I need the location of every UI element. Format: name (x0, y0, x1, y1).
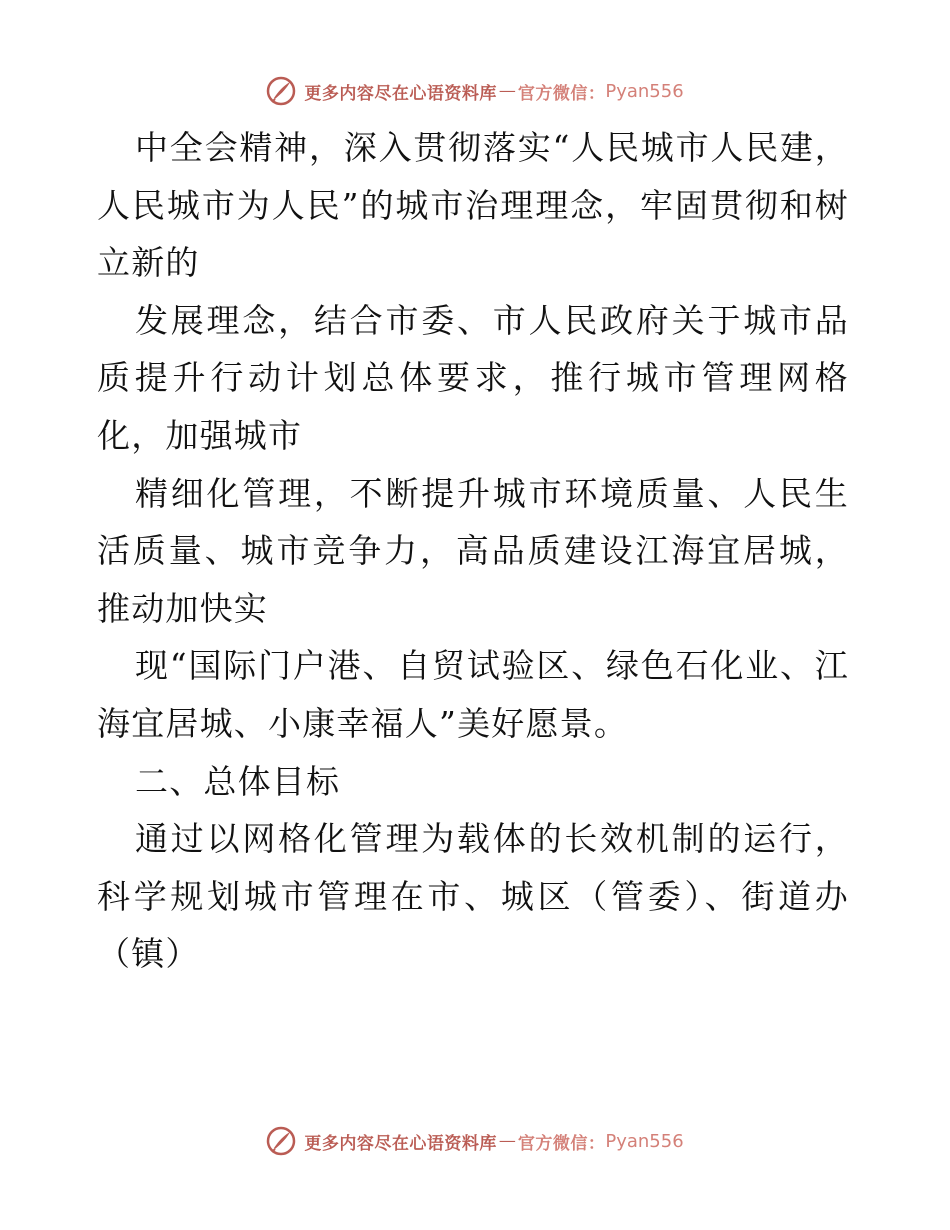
paragraph: 中全会精神，深入贯彻落实“人民城市人民建，人民城市为人民”的城市治理理念，牢固贯彻和树立新的 (97, 128, 849, 283)
quill-logo-icon (266, 76, 296, 106)
document-body (97, 119, 849, 983)
paragraph: 精细化管理，不断提升城市环境质量、人民生活质量、城市竞争力，高品质建设江海宜居城，推动加快实 (97, 473, 849, 628)
watermark-title: 更多内容尽在心语资料库 (304, 1133, 497, 1154)
watermark-subtitle: 官方微信： (517, 83, 606, 104)
paragraph: 发展理念，结合市委、市人民政府关于城市品质提升行动计划总体要求，推行城市管理网格化，加强城市 (97, 300, 849, 455)
watermark-subtitle: 官方微信： (517, 1133, 606, 1154)
paragraph: 现“国际门户港、自贸试验区、绿色石化业、江海宜居城、小康幸福人”美好愿景。 (97, 646, 849, 743)
header-watermark (0, 71, 950, 111)
watermark-title: 更多内容尽在心语资料库 (304, 83, 497, 104)
watermark-wechat-id: Pyan556 (605, 1130, 684, 1152)
watermark-dash: — (498, 1131, 516, 1151)
section-heading: 二、总体目标 (135, 761, 341, 801)
footer-watermark (0, 1121, 950, 1161)
watermark-dash: — (498, 81, 516, 101)
quill-logo-icon (266, 1126, 296, 1156)
paragraph: 通过以网格化管理为载体的长效机制的运行，科学规划城市管理在市、城区（管委）、街道办（镇） (97, 819, 849, 974)
watermark-wechat-id: Pyan556 (605, 80, 684, 102)
